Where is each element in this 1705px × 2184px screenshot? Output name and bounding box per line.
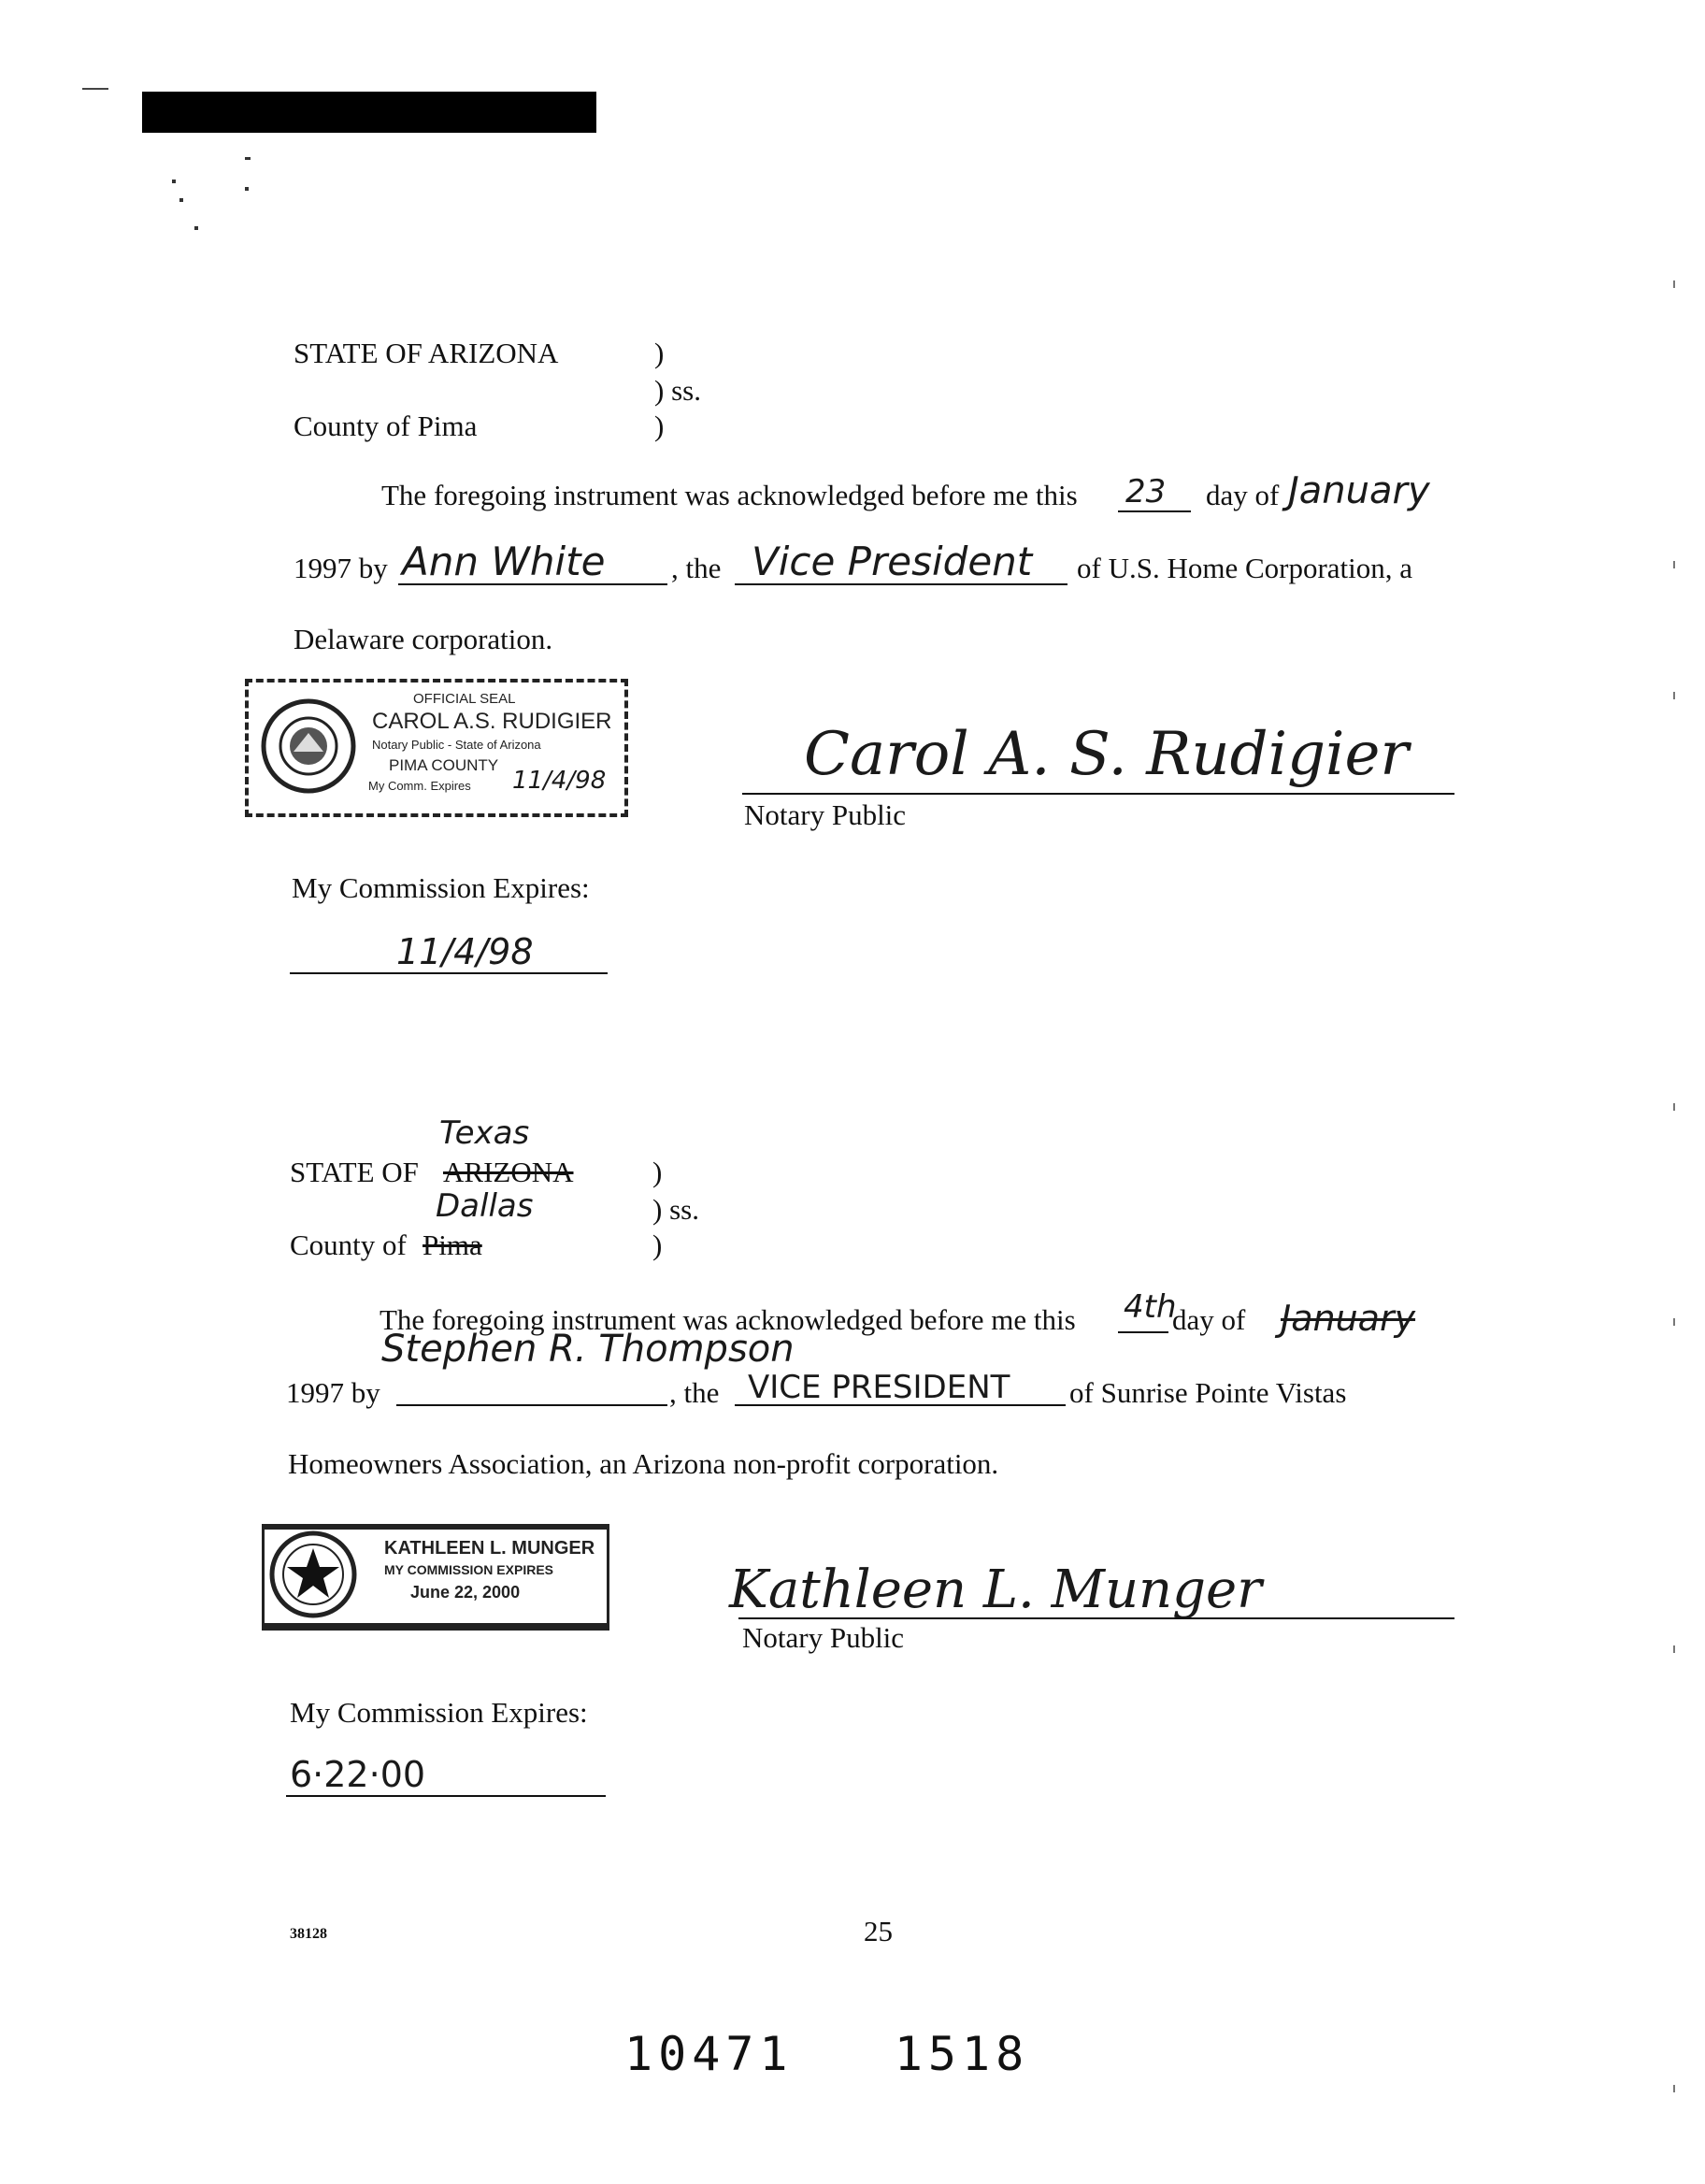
scan-tick [1673, 561, 1675, 568]
commission-handwritten-1: 11/4/98 [396, 931, 534, 972]
notary-signature-1: Carol A. S. Rudigier [804, 720, 1409, 789]
scan-tick [1673, 1645, 1675, 1653]
the-label: , the [669, 1376, 720, 1409]
the-label: , the [671, 552, 722, 584]
state-handwritten: Texas [439, 1114, 530, 1152]
acknowledgment-text: The foregoing instrument was acknowledged before me this [381, 479, 1078, 511]
day-handwritten: 23 [1125, 473, 1167, 510]
signature-line-1 [742, 793, 1454, 795]
scan-speck [179, 198, 183, 202]
venue-paren: ) [654, 337, 665, 369]
scan-tick [1673, 280, 1675, 288]
name-blank-line [396, 1404, 667, 1406]
seal-line-expires: My Comm. Expires [368, 779, 471, 793]
redaction-bar [142, 92, 596, 133]
title-handwritten: VICE PRESIDENT [748, 1369, 1010, 1406]
name-handwritten: Ann White [402, 539, 606, 584]
seal-line-county: PIMA COUNTY [389, 756, 499, 774]
scan-tick [1673, 2085, 1675, 2092]
stamp-line-date: June 22, 2000 [410, 1583, 521, 1602]
month-handwritten: January [1288, 469, 1430, 512]
record-number: 10471 1518 [624, 2027, 1030, 2081]
county-prefix: County of [290, 1228, 407, 1261]
corporation-line: Delaware corporation. [294, 623, 553, 655]
top-left-dash [82, 88, 108, 90]
commission-line-1 [290, 972, 608, 974]
scan-speck [194, 226, 198, 230]
ss-label: ) ss. [654, 374, 701, 407]
name-handwritten: Stephen R. Thompson [381, 1328, 795, 1371]
notary-public-label-2: Notary Public [742, 1621, 905, 1654]
scan-speck [172, 180, 176, 183]
day-of-label: day of [1206, 479, 1280, 511]
title-blank-line [735, 583, 1067, 585]
state-prefix: STATE OF [290, 1156, 419, 1188]
day-of-label: day of [1172, 1303, 1246, 1336]
state-label: STATE OF ARIZONA [294, 337, 559, 369]
scan-speck [245, 157, 251, 160]
doc-code: 38128 [290, 1926, 327, 1942]
day-blank-line [1118, 1331, 1168, 1333]
notary-signature-2: Kathleen L. Munger [729, 1559, 1262, 1620]
scan-tick [1673, 692, 1675, 699]
venue-paren: ) [652, 1228, 663, 1261]
commission-handwritten-2: 6·22·00 [290, 1754, 426, 1795]
page-number: 25 [864, 1915, 893, 1947]
year-by-label: 1997 by [286, 1376, 380, 1409]
day-handwritten: 4th [1124, 1288, 1177, 1326]
county-struck: Pima [423, 1228, 482, 1261]
seal-expires-handwritten: 11/4/98 [512, 767, 607, 795]
arizona-seal-icon [260, 697, 357, 795]
scan-tick [1673, 1103, 1675, 1111]
day-blank-line [1118, 510, 1191, 512]
scan-tick [1673, 1318, 1675, 1326]
year-by-label: 1997 by [294, 552, 388, 584]
ss-label: ) ss. [652, 1193, 699, 1226]
texas-star-seal-icon [268, 1530, 358, 1619]
stamp-line-name: KATHLEEN L. MUNGER [384, 1538, 595, 1559]
notary-stamp [262, 1524, 609, 1631]
scan-speck [245, 187, 249, 191]
name-blank-line [398, 583, 667, 585]
commission-label-2: My Commission Expires: [290, 1696, 588, 1729]
commission-label-1: My Commission Expires: [292, 871, 590, 904]
month-handwritten: January [1281, 1298, 1416, 1339]
county-handwritten: Dallas [436, 1187, 534, 1225]
corporation-line: Homeowners Association, an Arizona non-profit corporation. [288, 1447, 999, 1480]
county-label: County of Pima [294, 410, 478, 442]
venue-paren: ) [652, 1156, 663, 1188]
notary-public-label-1: Notary Public [744, 798, 907, 831]
company-text: of U.S. Home Corporation, a [1077, 552, 1413, 584]
notary-seal [245, 679, 628, 817]
seal-line-name: CAROL A.S. RUDIGIER [372, 709, 612, 734]
seal-line-notary: Notary Public - State of Arizona [372, 738, 541, 752]
venue-paren: ) [654, 410, 665, 442]
commission-line-2 [286, 1795, 606, 1797]
state-struck: ARIZONA [443, 1156, 574, 1188]
title-handwritten: Vice President [752, 539, 1033, 584]
signature-line-2 [738, 1617, 1454, 1619]
title-blank-line [735, 1404, 1066, 1406]
company-text: of Sunrise Pointe Vistas [1069, 1376, 1347, 1409]
stamp-line-commission: MY COMMISSION EXPIRES [384, 1562, 553, 1577]
seal-line-official: OFFICIAL SEAL [413, 691, 516, 707]
acknowledgment-text: The foregoing instrument was acknowledged before me this [380, 1303, 1076, 1336]
